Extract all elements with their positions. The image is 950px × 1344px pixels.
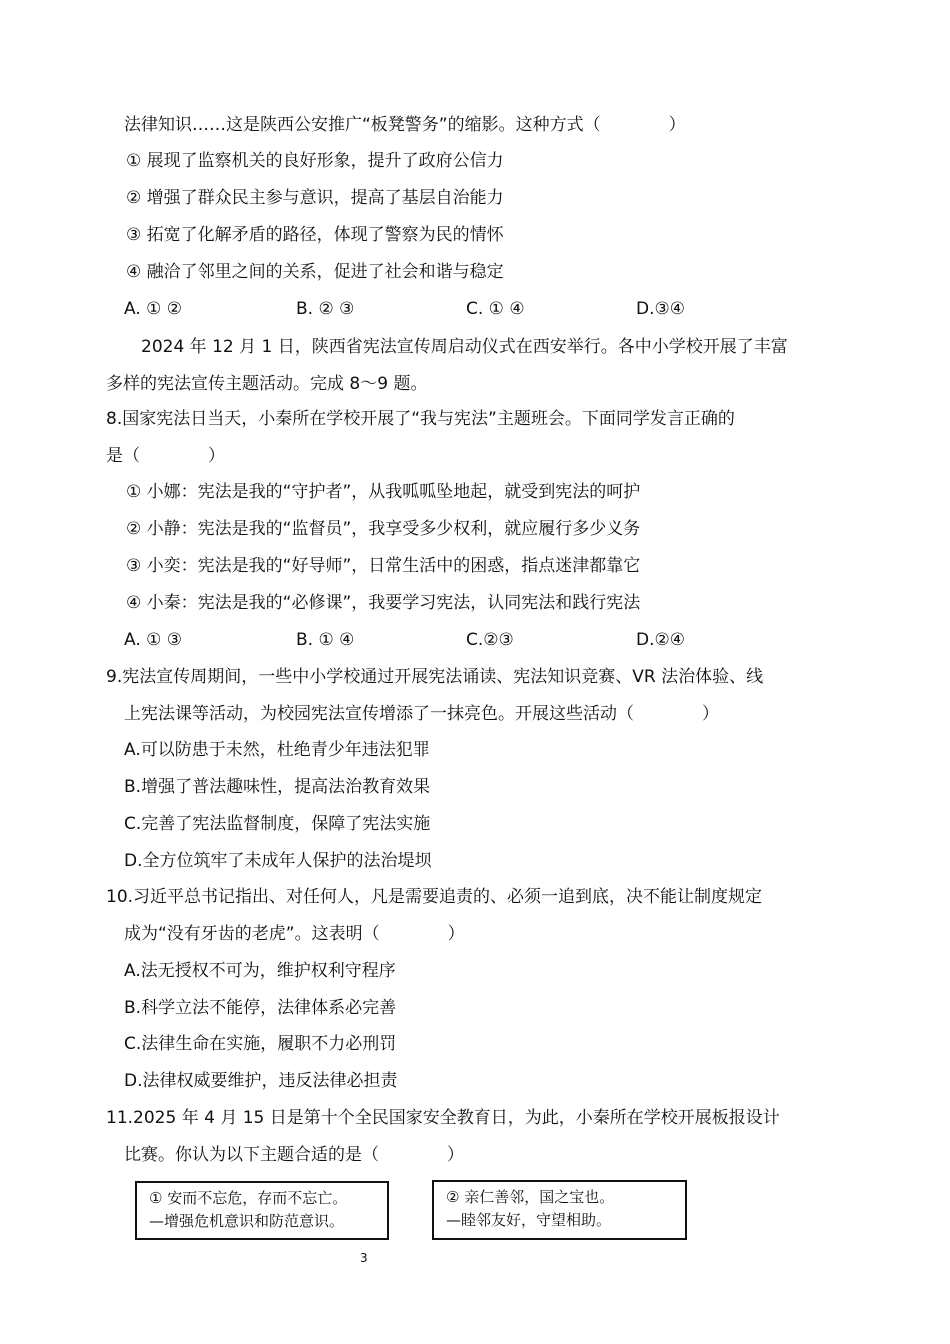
q10-stem-line-2: 成为“没有牙齿的老虎”。这表明（ ） — [124, 924, 465, 944]
q9-option-b: B.增强了普法趣味性，提高法治教育效果 — [124, 777, 431, 797]
intro-line-1: 2024 年 12 月 1 日，陕西省宪法宣传周启动仪式在西安举行。各中小学校开展了丰富 — [141, 337, 788, 357]
q9-option-d: D.全方位筑牢了未成年人保护的法治堤坝 — [124, 851, 432, 871]
q8-option-a: A. ① ③ — [124, 630, 183, 650]
q8-option-b: B. ① ④ — [296, 630, 355, 650]
q8-stem-line-1: 8.国家宪法日当天，小秦所在学校开展了“我与宪法”主题班会。下面同学发言正确的 — [106, 409, 735, 429]
q11-theme-box-2 — [432, 1180, 687, 1240]
q8-item-4: ④ 小秦：宪法是我的“必修课”，我要学习宪法，认同宪法和践行宪法 — [126, 593, 641, 613]
q10-option-b: B.科学立法不能停，法律体系必完善 — [124, 998, 397, 1018]
q10-option-a: A.法无授权不可为，维护权利守程序 — [124, 961, 396, 981]
q11-stem-line-1: 11.2025 年 4 月 15 日是第十个全民国家安全教育日，为此，小秦所在学校开展板报设计 — [106, 1108, 780, 1128]
q11-stem-line-2: 比赛。你认为以下主题合适的是（ ） — [124, 1145, 464, 1165]
q9-stem-line-1: 9.宪法宣传周期间，一些中小学校通过开展宪法诵读、宪法知识竞赛、VR 法治体验、线 — [106, 667, 764, 687]
q11-box-2-line-2: —睦邻友好，守望相助。 — [446, 1211, 612, 1229]
intro-line-2: 多样的宪法宣传主题活动。完成 8～9 题。 — [106, 374, 428, 394]
q10-option-d: D.法律权威要维护，违反法律必担责 — [124, 1071, 398, 1091]
q10-option-c: C.法律生命在实施，履职不力必刑罚 — [124, 1034, 397, 1054]
q9-option-a: A.可以防患于未然，杜绝青少年违法犯罪 — [124, 740, 430, 760]
q8-option-d: D.②④ — [636, 630, 685, 650]
q7-item-3: ③ 拓宽了化解矛盾的路径，体现了警察为民的情怀 — [126, 225, 504, 245]
q8-stem-line-2: 是（ ） — [106, 446, 225, 466]
q7-option-a: A. ① ② — [124, 299, 183, 319]
q11-box-2-line-1: ② 亲仁善邻，国之宝也。 — [446, 1188, 615, 1206]
q7-item-4: ④ 融洽了邻里之间的关系，促进了社会和谐与稳定 — [126, 262, 504, 282]
q8-option-c: C.②③ — [466, 630, 514, 650]
q11-box-1-line-2: —增强危机意识和防范意识。 — [149, 1212, 345, 1230]
q7-item-1: ① 展现了监察机关的良好形象，提升了政府公信力 — [126, 151, 504, 171]
q7-item-2: ② 增强了群众民主参与意识，提高了基层自治能力 — [126, 188, 504, 208]
q8-item-1: ① 小娜：宪法是我的“守护者”，从我呱呱坠地起，就受到宪法的呵护 — [126, 482, 641, 502]
q9-stem-line-2: 上宪法课等活动，为校园宪法宣传增添了一抹亮色。开展这些活动（ ） — [124, 704, 719, 724]
q11-theme-box-1 — [135, 1181, 389, 1240]
q10-stem-line-1: 10.习近平总书记指出、对任何人，凡是需要追责的、必须一追到底，决不能让制度规定 — [106, 887, 763, 907]
q7-option-b: B. ② ③ — [296, 299, 355, 319]
q7-stem-tail: 法律知识……这是陕西公安推广“板凳警务”的缩影。这种方式（ ） — [124, 115, 686, 135]
page-number: 3 — [360, 1251, 368, 1265]
q9-option-c: C.完善了宪法监督制度，保障了宪法实施 — [124, 814, 431, 834]
q8-item-3: ③ 小奕：宪法是我的“好导师”，日常生活中的困惑，指点迷津都靠它 — [126, 556, 641, 576]
q7-option-d: D.③④ — [636, 299, 685, 319]
q8-item-2: ② 小静：宪法是我的“监督员”，我享受多少权利，就应履行多少义务 — [126, 519, 641, 539]
q11-box-1-line-1: ① 安而不忘危，存而不忘亡。 — [149, 1189, 348, 1207]
q7-option-c: C. ① ④ — [466, 299, 525, 319]
